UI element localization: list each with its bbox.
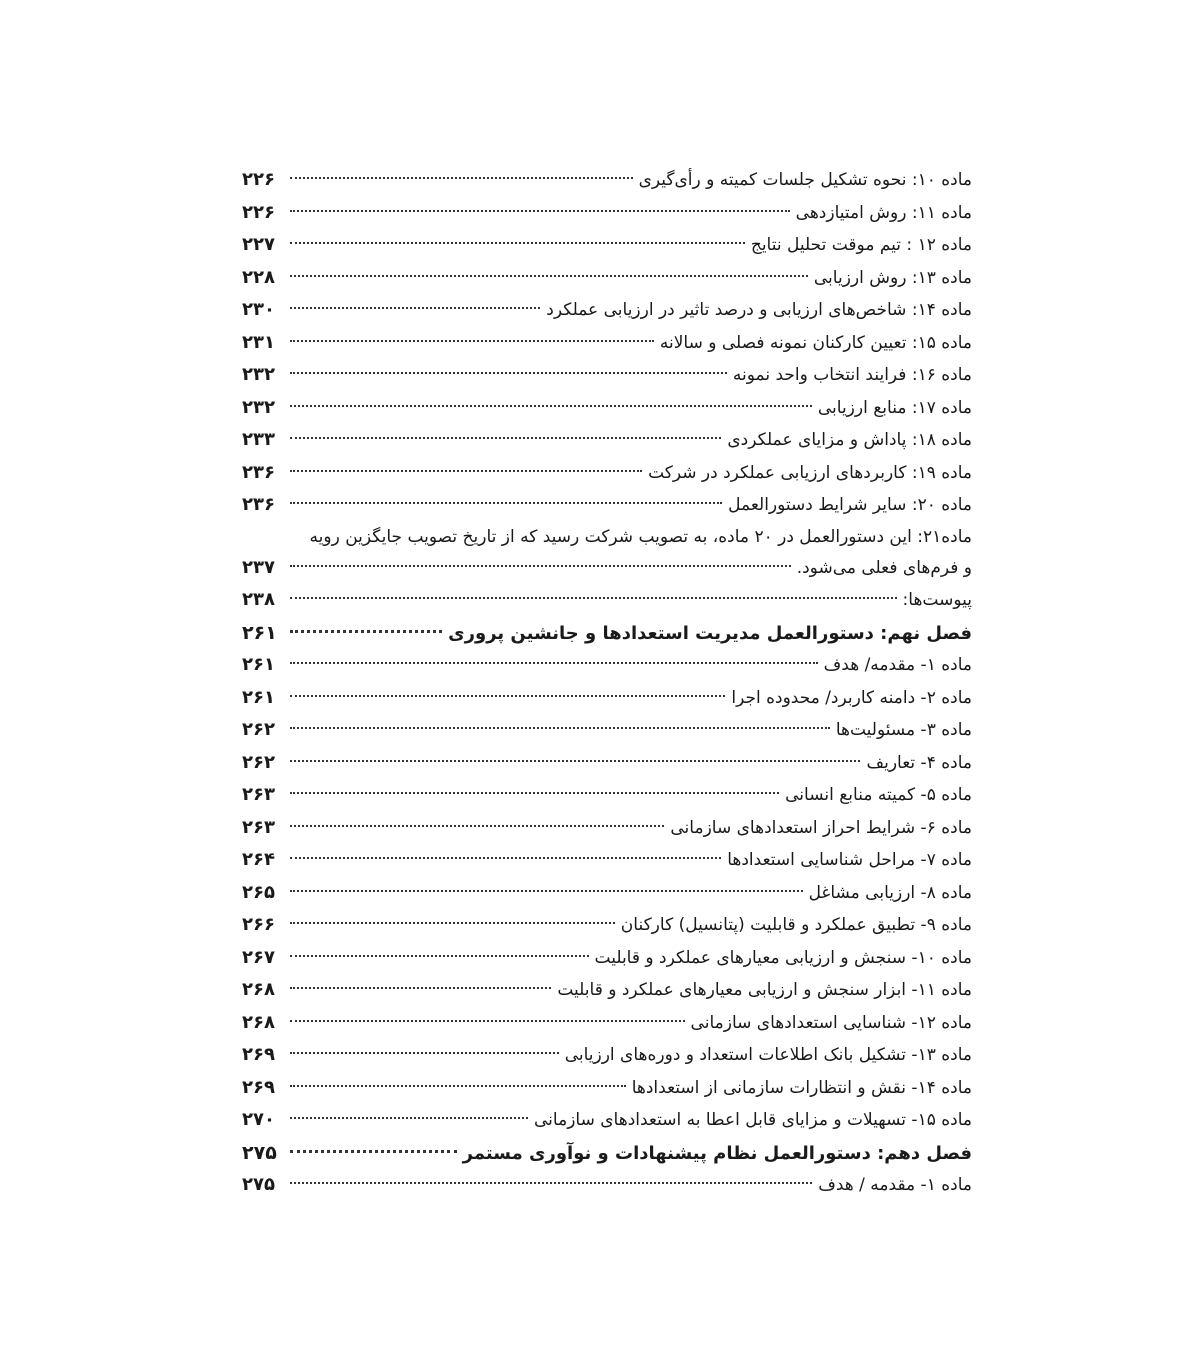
dot-leader (290, 760, 860, 762)
toc-entry[interactable] (242, 457, 972, 490)
toc-entry[interactable] (242, 197, 972, 230)
toc-entry[interactable] (242, 164, 972, 197)
toc-entry[interactable] (242, 1039, 972, 1072)
toc-entry-appendix[interactable] (242, 584, 972, 617)
toc-entry-title: ماده ۲۰: سایر شرایط دستورالعمل (728, 495, 972, 515)
toc-entry-title: ماده ۱۵: تعیین کارکنان نمونه فصلی و سالانه (659, 332, 972, 353)
toc-entry-title: و فرم‌های فعلی می‌شود. (796, 557, 972, 578)
toc-entry-title: ماده ۲- دامنه کاربرد/ محدوده اجرا (731, 687, 972, 708)
toc-entry-page: ۲۶۶ (242, 914, 275, 935)
toc-entry-title: ماده ۱- مقدمه / هدف (818, 1175, 972, 1195)
dot-leader (290, 630, 442, 633)
dot-leader (290, 1117, 528, 1119)
toc-entry-title: ماده ۱۴- نقش و انتظارات سازمانی از استعدادها (631, 1077, 972, 1098)
toc-entry-title: ماده ۹- تطبیق عملکرد و قابلیت (پتانسیل) کارکنان (620, 915, 972, 935)
dot-leader (290, 307, 540, 309)
toc-entry-page: ۲۶۳ (242, 784, 275, 805)
toc-entry-title: ماده ۶- شرایط احراز استعدادهای سازمانی (670, 817, 972, 838)
toc-entry-page: ۲۶۷ (242, 946, 275, 968)
toc-entry-page: ۲۳۳ (242, 429, 275, 450)
toc-entry-title: ماده ۱۱- ابزار سنجش و ارزیابی معیارهای عملکرد و قابلیت (557, 980, 972, 1000)
toc-entry-article21[interactable] (242, 552, 972, 585)
toc-entry[interactable] (242, 714, 972, 747)
toc-chapter-page: ۲۷۵ (242, 1141, 277, 1164)
toc-entry-page: ۲۶۹ (242, 1044, 275, 1065)
toc-entry[interactable] (242, 1169, 972, 1202)
toc-chapter-title: فصل دهم: دستورالعمل نظام پیشنهادات و نوآوری مستمر (462, 1142, 972, 1164)
toc-entry-page: ۲۳۲ (242, 396, 275, 418)
toc-entry-title: ماده ۱۰: نحوه تشکیل جلسات کمیته و رأی‌گیری (638, 170, 972, 190)
dot-leader (290, 1020, 685, 1022)
dot-leader (290, 825, 664, 827)
toc-entry-page: ۲۳۰ (242, 299, 275, 320)
toc-entry[interactable] (242, 942, 972, 975)
toc-entry-page: ۲۶۳ (242, 816, 275, 838)
toc-entry[interactable] (242, 649, 972, 682)
toc-entry-page: ۲۶۵ (242, 881, 275, 903)
toc-entry[interactable] (242, 489, 972, 522)
toc-entry-page: ۲۶۸ (242, 979, 275, 1000)
toc-entry[interactable] (242, 1104, 972, 1137)
toc-chapter-title: فصل نهم: دستورالعمل مدیریت استعدادها و جانشین پروری (448, 622, 972, 644)
dot-leader (290, 1052, 559, 1054)
dot-leader (290, 372, 727, 374)
toc-entry[interactable] (242, 1007, 972, 1040)
dot-leader (290, 662, 818, 664)
dot-leader (290, 1182, 812, 1184)
toc-entry[interactable] (242, 294, 972, 327)
toc-entry-page: ۲۶۹ (242, 1076, 275, 1098)
toc-chapter-heading[interactable] (242, 1137, 972, 1170)
toc-entry-page: ۲۶۲ (242, 751, 275, 773)
dot-leader (290, 502, 722, 504)
toc-entry-title: ماده ۱۵- تسهیلات و مزایای قابل اعطا به استعدادهای سازمانی (534, 1110, 972, 1130)
toc-entry-title: ماده ۵- کمیته منابع انسانی (785, 785, 972, 805)
toc-entry-title: ماده ۴- تعاریف (866, 752, 972, 773)
toc-entry-title: پیوست‌ها: (902, 590, 972, 610)
toc-entry[interactable] (242, 974, 972, 1007)
toc-entry-title: ماده ۱۱: روش امتیازدهی (795, 202, 972, 223)
toc-entry-title: ماده ۱۴: شاخص‌های ارزیابی و درصد تاثیر در ارزیابی عملکرد (546, 300, 972, 320)
dot-leader (290, 437, 721, 439)
dot-leader (290, 210, 790, 212)
dot-leader (290, 177, 633, 179)
toc-entry[interactable] (242, 779, 972, 812)
toc-entry[interactable] (242, 359, 972, 392)
dot-leader (290, 1085, 626, 1087)
toc-entry[interactable] (242, 877, 972, 910)
toc-entry[interactable] (242, 844, 972, 877)
toc-entry-article21-line1: ماده۲۱: این دستورالعمل در ۲۰ ماده، به تصویب شرکت رسید که از تاریخ تصویب جایگزین رویه (309, 526, 972, 547)
dot-leader (290, 922, 615, 924)
toc-entry-page: ۲۶۸ (242, 1011, 275, 1033)
toc-entry-title: ماده ۱۲ : تیم موقت تحلیل نتایج (750, 235, 972, 255)
dot-leader (290, 792, 779, 794)
toc-entry[interactable] (242, 747, 972, 780)
toc-entry[interactable] (242, 327, 972, 360)
toc-entry-page: ۲۶۱ (242, 686, 275, 708)
toc-entry-title: ماده ۸- ارزیابی مشاغل (808, 882, 972, 903)
table-of-contents (242, 164, 972, 1202)
toc-entry-page: ۲۳۶ (242, 494, 275, 515)
toc-entry-page: ۲۷۵ (242, 1174, 275, 1195)
toc-entry[interactable] (242, 909, 972, 942)
toc-entry-title: ماده ۱۰- سنجش و ارزیابی معیارهای عملکرد و قابلیت (594, 947, 972, 968)
dot-leader (290, 890, 803, 892)
toc-entry[interactable] (242, 262, 972, 295)
toc-entry-title: ماده ۱۳: روش ارزیابی (813, 267, 972, 288)
toc-entry-page: ۲۶۴ (242, 849, 275, 870)
toc-entry-title: ماده ۱۶: فرایند انتخاب واحد نمونه (732, 365, 972, 385)
toc-entry-title: ماده ۱۹: کاربردهای ارزیابی عملکرد در شرکت (648, 462, 972, 483)
toc-entry-title: ماده ۳- مسئولیت‌ها (835, 720, 972, 740)
dot-leader (290, 242, 745, 244)
dot-leader (290, 565, 791, 567)
dot-leader (290, 405, 812, 407)
dot-leader (290, 597, 897, 599)
toc-entry-page: ۲۳۷ (242, 556, 275, 578)
toc-entry[interactable] (242, 1072, 972, 1105)
toc-chapter-heading[interactable] (242, 617, 972, 650)
toc-entry-page: ۲۳۱ (242, 331, 275, 353)
dot-leader (290, 695, 725, 697)
toc-entry[interactable] (242, 424, 972, 457)
dot-leader (290, 857, 721, 859)
toc-entry[interactable] (242, 812, 972, 845)
toc-entry-title: ماده ۱۷: منابع ارزیابی (817, 397, 972, 418)
dot-leader (290, 987, 551, 989)
toc-entry-page: ۲۲۶ (242, 201, 275, 223)
toc-entry-title: ماده ۱- مقدمه/ هدف (823, 655, 972, 675)
dot-leader (290, 1150, 457, 1153)
dot-leader (290, 955, 589, 957)
toc-entry-title: ماده ۱۳- تشکیل بانک اطلاعات استعداد و دوره‌های ارزیابی (564, 1045, 972, 1065)
toc-entry[interactable] (242, 229, 972, 262)
dot-leader (290, 470, 642, 472)
toc-entry-page: ۲۶۲ (242, 719, 275, 740)
dot-leader (290, 727, 830, 729)
toc-entry-page: ۲۷۰ (242, 1109, 275, 1130)
toc-entry[interactable] (242, 392, 972, 425)
toc-entry-title: ماده ۷- مراحل شناسایی استعدادها (727, 850, 972, 870)
toc-chapter-page: ۲۶۱ (242, 621, 277, 644)
toc-entry-page: ۲۲۶ (242, 169, 275, 190)
dot-leader (290, 340, 654, 342)
toc-entry-page: ۲۶۱ (242, 654, 275, 675)
toc-entry-page: ۲۳۸ (242, 589, 275, 610)
toc-entry-title: ماده ۱۸: پاداش و مزایای عملکردی (727, 430, 972, 450)
toc-entry-page: ۲۳۶ (242, 461, 275, 483)
toc-entry-page: ۲۲۷ (242, 234, 275, 255)
toc-entry-page: ۲۳۲ (242, 364, 275, 385)
toc-entry[interactable] (242, 682, 972, 715)
toc-entry-page: ۲۲۸ (242, 266, 275, 288)
dot-leader (290, 275, 808, 277)
toc-entry-title: ماده ۱۲- شناسایی استعدادهای سازمانی (690, 1012, 972, 1033)
